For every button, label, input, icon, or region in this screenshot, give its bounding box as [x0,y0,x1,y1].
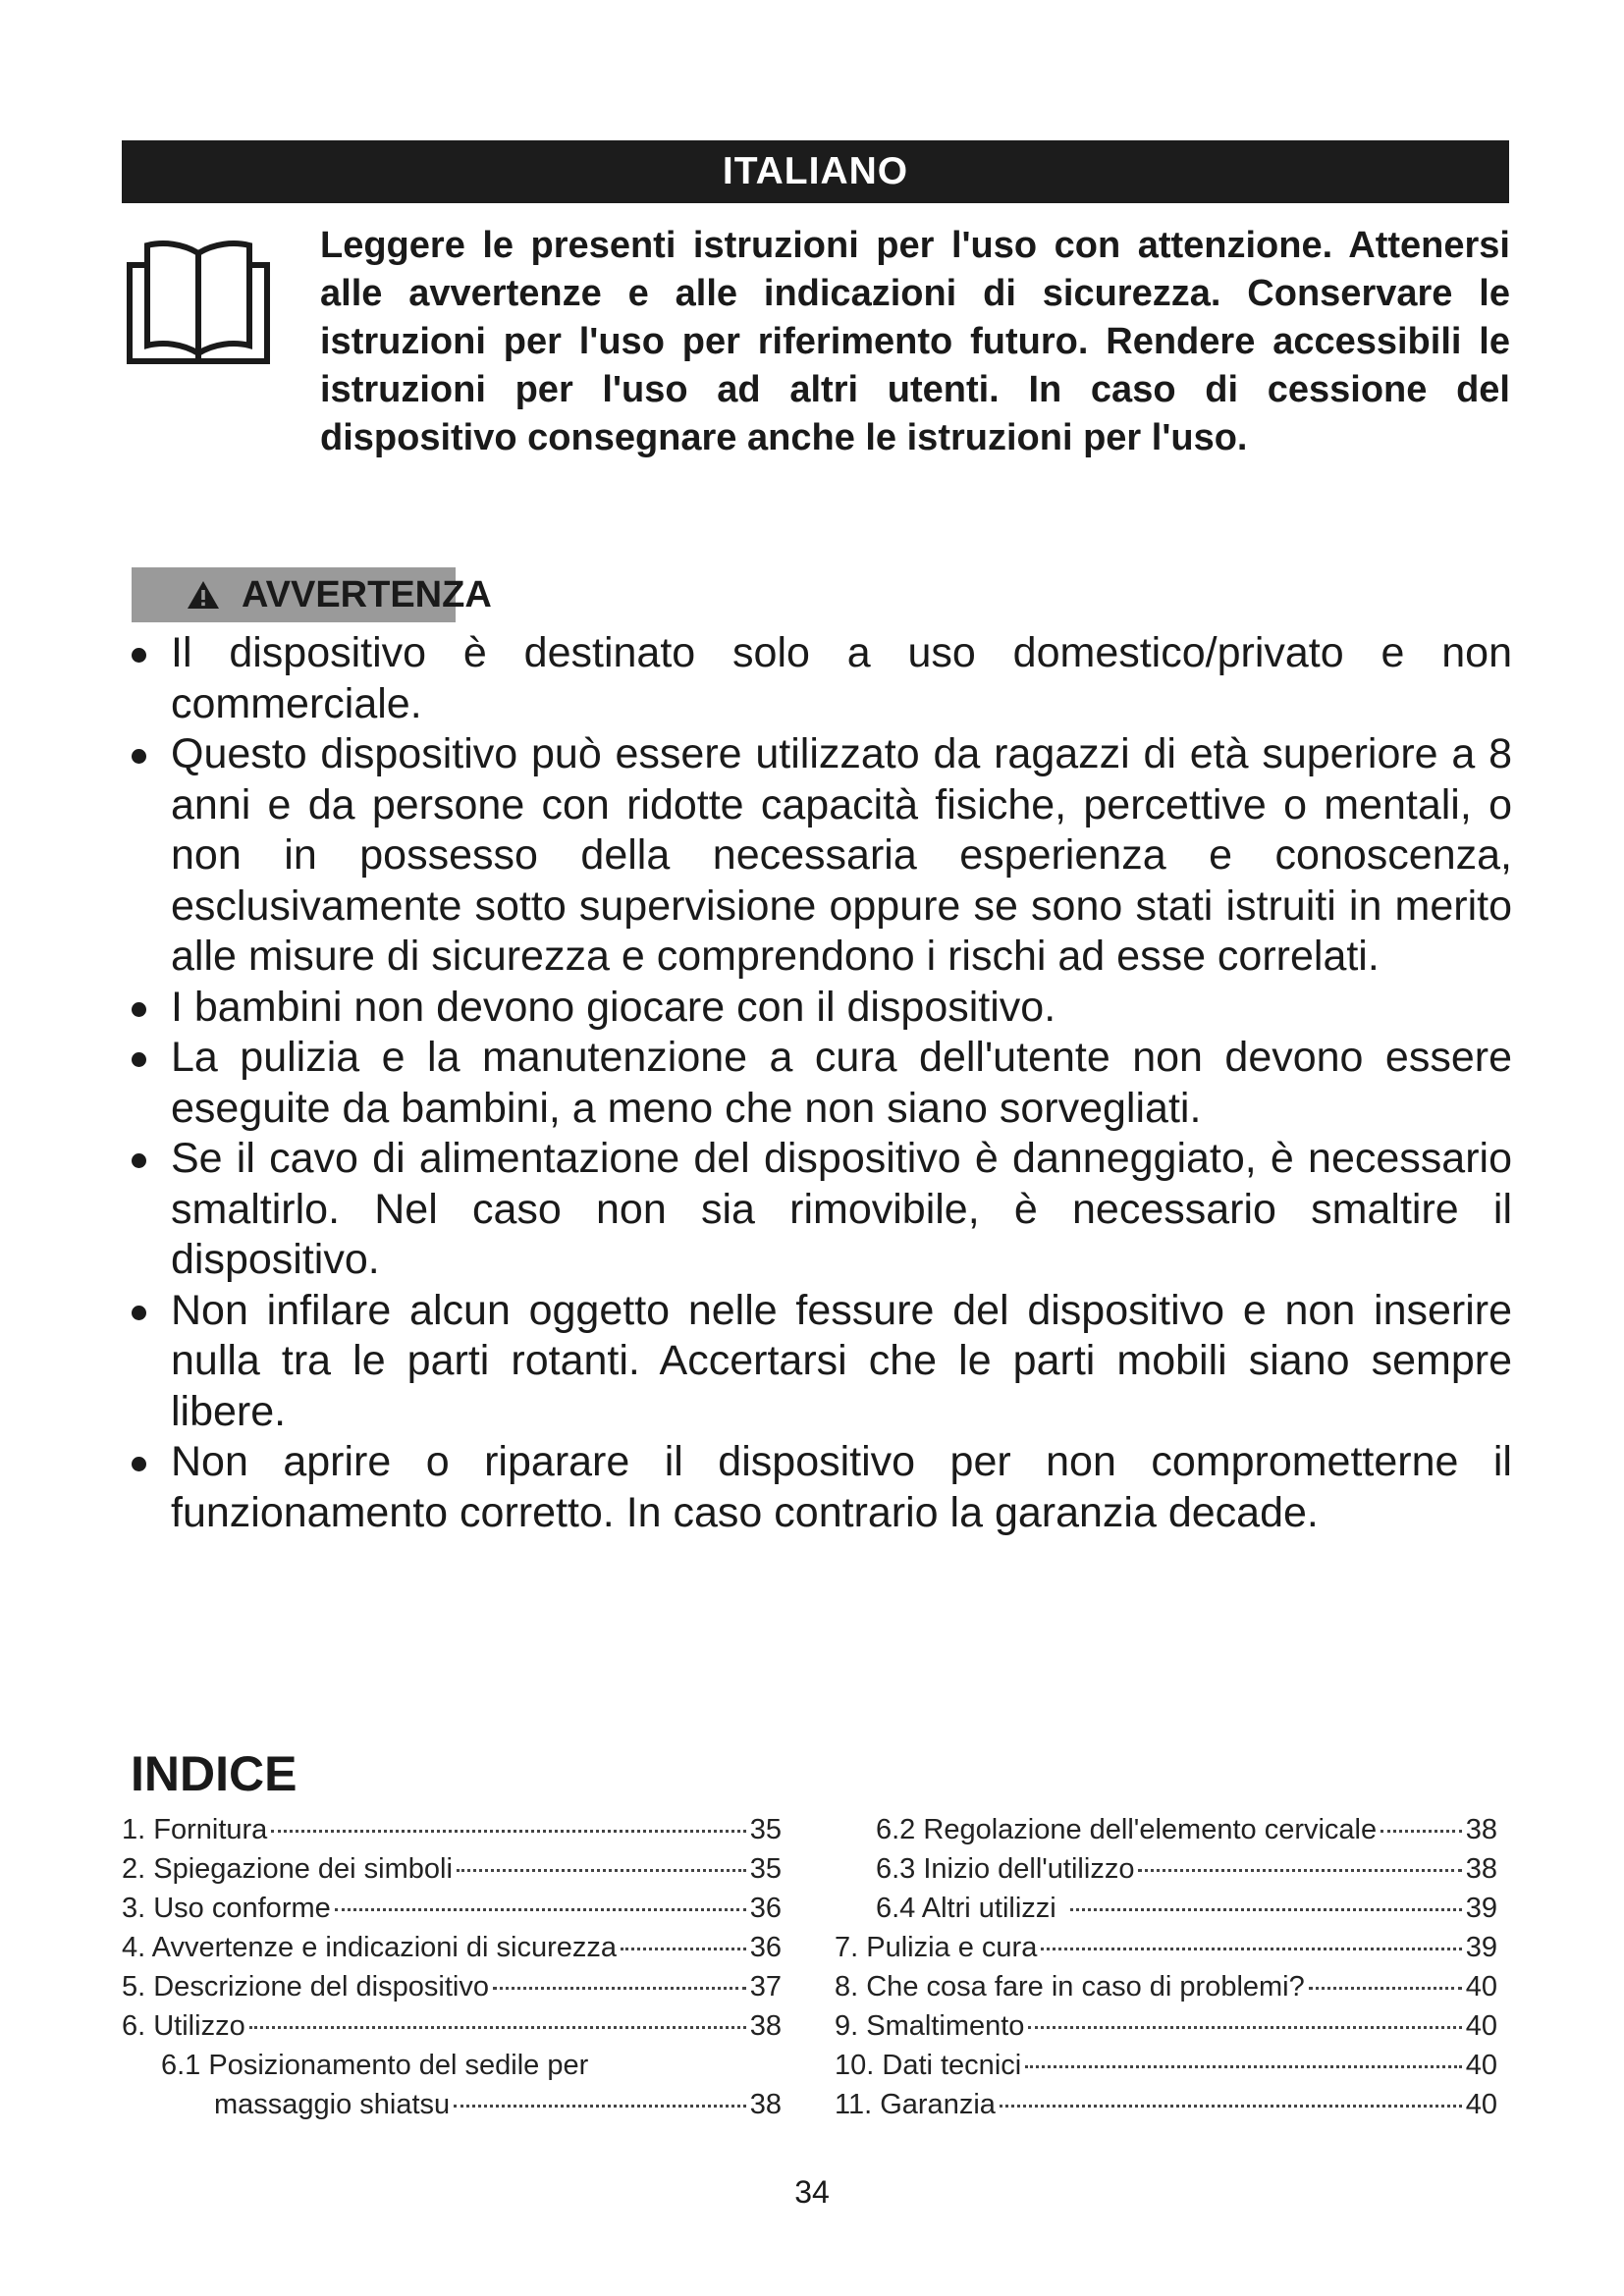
toc-entry [122,2085,782,2124]
toc-entry-label: massaggio shiatsu [214,2089,451,2120]
toc-entry-page: 39 [1465,1893,1497,1924]
warning-list [126,628,1512,1538]
toc-entry [835,2046,1497,2085]
toc-entry-label: 3. Uso conforme [122,1893,331,1924]
toc-entry-label: 6.3 Inizio dell'utilizzo [876,1853,1135,1885]
warning-item: I bambini non devono giocare con il dispositivo. [126,983,1512,1034]
toc-entry-page: 40 [1465,1971,1497,2002]
warning-item: Non infilare alcun oggetto nelle fessure del dispositivo e non inserire nulla tra le parti rotanti. Accertarsi che le parti mobili siano sempre libere. [126,1286,1512,1438]
warning-triangle-icon [187,580,220,610]
warning-item: La pulizia e la manutenzione a cura dell'utente non devono essere eseguite da bambini, a meno che non siano sorvegliati. [126,1033,1512,1134]
toc-entry [122,1928,782,1967]
toc-entry [122,1889,782,1928]
toc-entry-label: 6.1 Posizionamento del sedile per [161,2050,589,2081]
toc-entry [122,1849,782,1889]
intro-instructions: Leggere le presenti istruzioni per l'uso con attenzione. Attenersi alle avvertenze e alle indicazioni di sicurezza. Conservare le istruzioni per l'uso per riferimento futuro. Rendere accessibili le istruzioni per l'uso ad altri utenti. In caso di cessione del dispositivo consegnare anche le istruzioni per l'uso. [320,225,1510,458]
language-header: ITALIANO [122,140,1509,203]
toc-entry-label: 2. Spiegazione dei simboli [122,1853,453,1885]
warning-title: AVVERTENZA [242,574,492,615]
toc-left-column [122,1810,782,2124]
toc-entry-page: 38 [1465,1814,1497,1845]
toc-right-column [835,1810,1497,2124]
toc-entry-label: 11. Garanzia [835,2089,996,2120]
toc-entry-label: 1. Fornitura [122,1814,268,1845]
warning-heading [132,567,492,622]
toc-entry-label: 6.4 Altri utilizzi [876,1893,1056,1924]
toc-entry-page: 40 [1465,2089,1497,2120]
toc-entry [122,2046,782,2085]
toc-entry-page: 37 [749,1971,782,2002]
toc-title: INDICE [131,1746,298,1801]
toc-entry [835,2006,1497,2046]
toc-entry [835,1967,1497,2006]
toc-entry-page: 40 [1465,2050,1497,2081]
toc-entry-page: 40 [1465,2010,1497,2042]
toc-entry-page: 39 [1465,1932,1497,1963]
warning-item: Il dispositivo è destinato solo a uso domestico/privato e non commerciale. [126,628,1512,729]
toc-entry [122,1810,782,1849]
toc-entry-label: 10. Dati tecnici [835,2050,1022,2081]
page-number: 34 [794,2174,830,2210]
manual-book-icon [120,236,277,373]
toc-entry-label: 8. Che cosa fare in caso di problemi? [835,1971,1305,2002]
toc-entry [122,2006,782,2046]
toc-entry-label: 9. Smaltimento [835,2010,1025,2042]
toc-entry-page: 35 [749,1814,782,1845]
toc-entry-page: 35 [749,1853,782,1885]
warning-item: Questo dispositivo può essere utilizzato da ragazzi di età superiore a 8 anni e da persone con ridotte capacità fisiche, percettive o mentali, o non in possesso della necessaria esperienza e conoscenza, esclusivamente sotto supervisione oppure se sono stati istruiti in merito alle misure di sicurezza e comprendono i rischi ad esse correlati. [126,729,1512,983]
toc-entry [122,1967,782,2006]
toc-entry-label: 4. Avvertenze e indicazioni di sicurezza [122,1932,618,1963]
toc-entry-label: 6. Utilizzo [122,2010,245,2042]
toc-entry [835,1849,1497,1889]
toc-entry-page: 36 [749,1932,782,1963]
toc-entry-page: 38 [1465,1853,1497,1885]
toc-entry [835,1810,1497,1849]
toc-entry [835,2085,1497,2124]
toc-entry-page: 36 [749,1893,782,1924]
toc-entry-page: 38 [749,2089,782,2120]
toc-entry-page: 38 [749,2010,782,2042]
toc-entry-label: 7. Pulizia e cura [835,1932,1038,1963]
toc-entry-label: 6.2 Regolazione dell'elemento cervicale [876,1814,1378,1845]
toc-entry [835,1889,1497,1928]
warning-item: Non aprire o riparare il dispositivo per non comprometterne il funzionamento corretto. In caso contrario la garanzia decade. [126,1437,1512,1538]
warning-item: Se il cavo di alimentazione del dispositivo è danneggiato, è necessario smaltirlo. Nel caso non sia rimovibile, è necessario smaltire il dispositivo. [126,1134,1512,1286]
toc-entry [835,1928,1497,1967]
toc-entry-label: 5. Descrizione del dispositivo [122,1971,489,2002]
